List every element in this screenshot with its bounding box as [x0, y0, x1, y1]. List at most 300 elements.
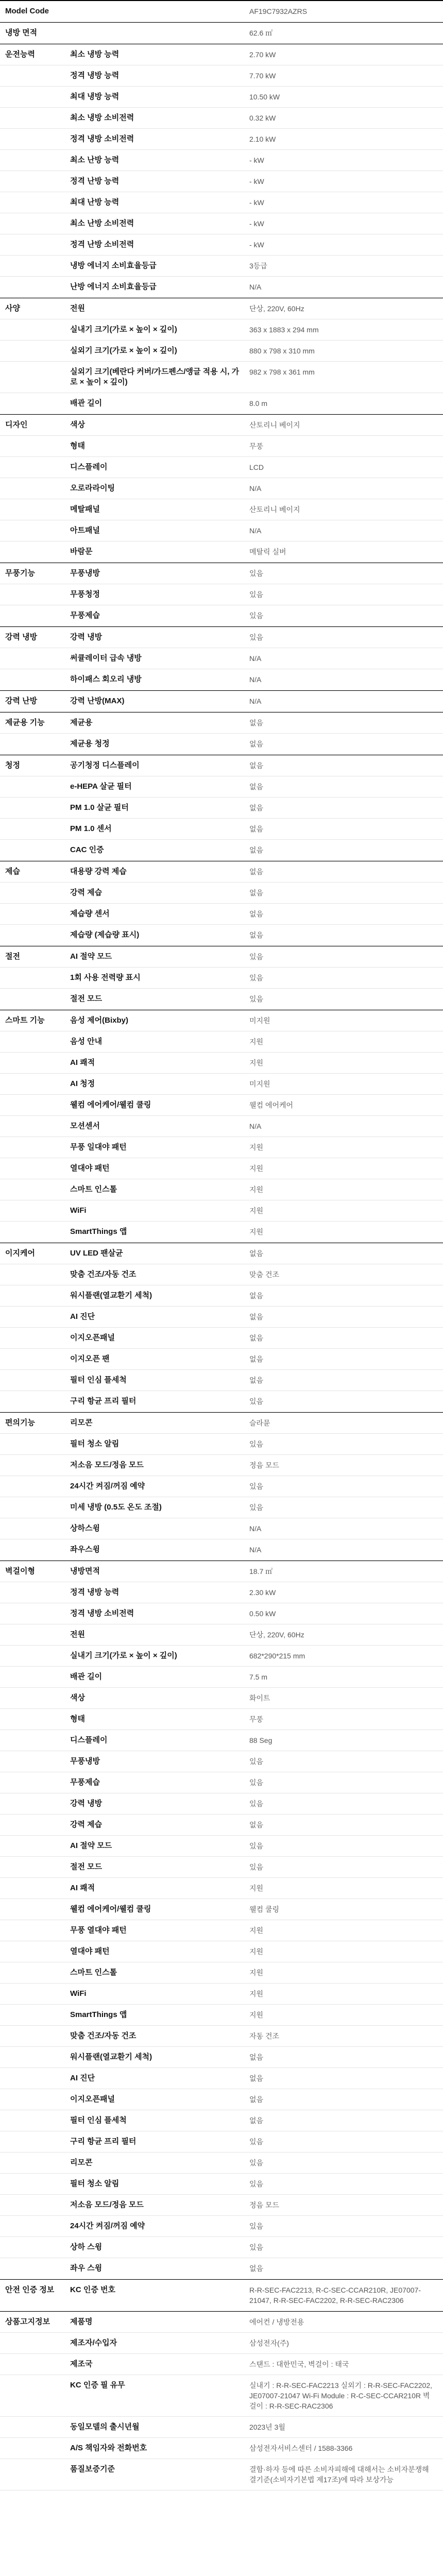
spec-row	[0, 1582, 443, 1603]
spec-value: 있음	[249, 2180, 264, 2188]
spec-row	[0, 234, 443, 256]
spec-row	[0, 2375, 443, 2417]
spec-label: 절전 모드	[70, 1862, 103, 1871]
spec-row	[0, 2237, 443, 2258]
spec-row	[0, 1285, 443, 1307]
spec-value: 스탠드 : 대한민국, 벽걸이 : 태국	[249, 2360, 349, 2368]
spec-label: 필터 인심 플세척	[70, 2116, 127, 2125]
spec-row	[0, 883, 443, 904]
spec-value: 0.32 kW	[249, 114, 276, 122]
spec-category: 무풍기능	[5, 569, 35, 578]
spec-category	[0, 2195, 70, 2205]
spec-row	[0, 2005, 443, 2026]
spec-row	[0, 1116, 443, 1137]
spec-value: 있음	[249, 1397, 264, 1405]
spec-row	[0, 1158, 443, 1179]
spec-category	[0, 65, 70, 76]
spec-value: 지원	[249, 1228, 264, 1236]
spec-value: 메탈릭 실버	[249, 548, 286, 556]
spec-category	[0, 2354, 70, 2364]
spec-category	[0, 277, 70, 287]
spec-category	[0, 1053, 70, 1063]
spec-value: 정음 모드	[249, 1461, 279, 1469]
spec-label: 정격 냉방 소비전력	[70, 134, 134, 143]
spec-category	[0, 2153, 70, 2163]
spec-value: 지원	[249, 2011, 264, 2019]
spec-label: 좌우스윙	[70, 1545, 100, 1554]
spec-value: 있음	[249, 569, 264, 578]
spec-value: 자동 건조	[249, 2032, 279, 2040]
spec-category	[0, 1624, 70, 1635]
spec-category: 강력 난방	[5, 697, 38, 705]
spec-category	[0, 1941, 70, 1952]
spec-label: 이지오픈패널	[70, 2095, 115, 2104]
spec-row	[0, 2068, 443, 2089]
spec-section	[0, 626, 443, 690]
spec-section	[0, 690, 443, 712]
spec-label: 강력 제습	[70, 888, 103, 897]
spec-value: 화이트	[249, 1694, 270, 1702]
spec-row	[0, 1646, 443, 1667]
spec-category	[0, 1222, 70, 1232]
spec-value: 있음	[249, 1757, 264, 1766]
spec-row	[0, 277, 443, 298]
spec-row	[0, 319, 443, 341]
spec-section	[0, 563, 443, 626]
spec-value: 지원	[249, 1143, 264, 1151]
spec-label: 제균용 청정	[70, 739, 110, 748]
spec-label: 워시플랜(열교환기 세척)	[70, 1291, 152, 1300]
spec-value: 삼성전자서비스센터 / 1588-3366	[249, 2444, 353, 2452]
spec-section	[0, 414, 443, 563]
spec-category	[0, 457, 70, 467]
spec-label: 실내기 크기(가로 × 높이 × 깊이)	[70, 1651, 177, 1660]
spec-row	[0, 129, 443, 150]
spec-label: 하이패스 회오리 냉방	[70, 675, 142, 684]
spec-label: 필터 인심 플세척	[70, 1376, 127, 1384]
spec-row	[0, 1264, 443, 1285]
spec-label: 무풍 열대야 패턴	[70, 1926, 127, 1935]
spec-label	[70, 1, 249, 11]
spec-category	[0, 2005, 70, 2015]
spec-row	[0, 1962, 443, 1984]
spec-label: UV LED 팬살균	[70, 1249, 123, 1258]
spec-category	[0, 234, 70, 245]
spec-category	[0, 1688, 70, 1698]
spec-row	[0, 0, 443, 22]
spec-category	[0, 1878, 70, 1888]
spec-category	[0, 1307, 70, 1317]
spec-category	[0, 1603, 70, 1614]
spec-label: 제균용	[70, 718, 93, 727]
spec-row	[0, 23, 443, 44]
spec-category: Model Code	[5, 7, 49, 15]
spec-category: 제습	[5, 867, 20, 876]
spec-category	[0, 150, 70, 160]
spec-label: 메탈패널	[70, 505, 100, 514]
spec-category: 벽걸이형	[5, 1567, 35, 1575]
spec-label: AI 청정	[70, 1079, 95, 1088]
spec-category: 이지케어	[5, 1249, 35, 1258]
spec-label: AI 쾌적	[70, 1884, 95, 1892]
spec-category	[0, 1328, 70, 1338]
spec-category	[0, 213, 70, 224]
spec-value: 없음	[249, 2116, 264, 2125]
spec-row	[0, 1010, 443, 1031]
spec-value: 산토리니 베이지	[249, 505, 300, 514]
spec-label: 강력 냉방	[70, 633, 103, 641]
spec-category	[0, 1857, 70, 1867]
spec-value: 있음	[249, 1482, 264, 1490]
spec-category	[0, 2237, 70, 2247]
spec-row	[0, 1222, 443, 1243]
spec-label: 리모콘	[70, 2158, 93, 2167]
spec-row	[0, 2258, 443, 2279]
spec-row	[0, 171, 443, 192]
spec-category	[0, 1518, 70, 1529]
spec-label: 웰컴 에어케어/웰컴 쿨링	[70, 1905, 151, 1913]
spec-category	[0, 362, 70, 372]
spec-label: 무풍냉방	[70, 569, 100, 578]
spec-category: 스마트 기능	[5, 1016, 45, 1025]
spec-value: 있음	[249, 1440, 264, 1448]
spec-row	[0, 989, 443, 1010]
spec-row	[0, 213, 443, 234]
spec-label: 정격 난방 소비전력	[70, 240, 134, 249]
spec-row	[0, 1688, 443, 1709]
spec-value: 없음	[249, 1313, 264, 1321]
spec-label: 24시간 켜짐/꺼짐 예약	[70, 2222, 145, 2230]
spec-value: 없음	[249, 761, 264, 770]
spec-label: 최대 냉방 능력	[70, 92, 120, 101]
spec-label: 전원	[70, 1630, 85, 1639]
spec-label: KC 인증 필 유무	[70, 2381, 125, 2389]
spec-category	[0, 436, 70, 446]
spec-row	[0, 108, 443, 129]
spec-row	[0, 393, 443, 414]
spec-row	[0, 1941, 443, 1962]
spec-category	[0, 2131, 70, 2142]
spec-row	[0, 1920, 443, 1941]
spec-row	[0, 648, 443, 669]
spec-value: 웰컴 에어케어	[249, 1101, 294, 1109]
spec-value: 3등급	[249, 262, 267, 270]
spec-value: N/A	[249, 283, 262, 291]
spec-category	[0, 734, 70, 744]
spec-label: WiFi	[70, 1989, 87, 1998]
spec-section	[0, 22, 443, 44]
spec-category	[0, 1962, 70, 1973]
spec-category	[0, 2417, 70, 2427]
spec-label: 전원	[70, 304, 85, 313]
spec-label: 냉방 에너지 소비효율등급	[70, 261, 157, 270]
spec-category	[0, 1285, 70, 1296]
spec-label: 열대야 패턴	[70, 1164, 110, 1173]
spec-label: 1회 사용 전력량 표시	[70, 973, 141, 982]
spec-label: 형태	[70, 442, 85, 450]
spec-value: N/A	[249, 1524, 262, 1533]
spec-row	[0, 1476, 443, 1497]
spec-value: 지원	[249, 1947, 264, 1956]
spec-label: 디스플레이	[70, 463, 108, 471]
spec-label: 음성 제어(Bixby)	[70, 1016, 128, 1025]
spec-row	[0, 1518, 443, 1539]
spec-row	[0, 298, 443, 319]
spec-row	[0, 2280, 443, 2311]
spec-value: 있음	[249, 2138, 264, 2146]
spec-category	[0, 499, 70, 510]
spec-row	[0, 2312, 443, 2333]
spec-category	[0, 171, 70, 181]
spec-category	[0, 669, 70, 680]
spec-category	[0, 2459, 70, 2469]
spec-category: 편의기능	[5, 1418, 35, 1427]
spec-row	[0, 925, 443, 946]
spec-value: 지원	[249, 1884, 264, 1892]
spec-value: N/A	[249, 654, 262, 663]
spec-row	[0, 1984, 443, 2005]
spec-row	[0, 2333, 443, 2354]
spec-value: 있음	[249, 590, 264, 599]
spec-row	[0, 2354, 443, 2375]
spec-value: 없음	[249, 2095, 264, 2104]
spec-category: 사양	[5, 304, 20, 313]
spec-category	[0, 393, 70, 403]
spec-label: AI 진단	[70, 2074, 95, 2082]
spec-row	[0, 192, 443, 213]
spec-category	[0, 1391, 70, 1401]
spec-label: AI 절약 모드	[70, 952, 112, 961]
spec-value: 지원	[249, 1969, 264, 1977]
spec-row	[0, 457, 443, 478]
spec-row	[0, 2047, 443, 2068]
spec-label: 제조자/수입자	[70, 2338, 117, 2347]
spec-section	[0, 946, 443, 1010]
spec-row	[0, 256, 443, 277]
spec-category	[0, 1137, 70, 1147]
spec-value: 10.50 kW	[249, 93, 280, 101]
spec-category	[0, 2174, 70, 2184]
spec-category	[0, 925, 70, 935]
spec-category	[0, 1539, 70, 1550]
spec-row	[0, 520, 443, 541]
spec-value: 982 x 798 x 361 mm	[249, 368, 315, 376]
spec-section	[0, 44, 443, 298]
spec-category	[0, 87, 70, 97]
spec-category	[0, 478, 70, 488]
spec-label: 배관 길이	[70, 1672, 103, 1681]
spec-label: 냉방면적	[70, 1567, 100, 1575]
spec-value: 지원	[249, 1926, 264, 1935]
spec-row	[0, 499, 443, 520]
spec-category	[0, 1709, 70, 1719]
spec-row	[0, 1624, 443, 1646]
spec-value: 있음	[249, 2222, 264, 2230]
spec-value: 없음	[249, 1376, 264, 1384]
spec-row	[0, 87, 443, 108]
spec-value: 62.6 ㎡	[249, 29, 273, 37]
spec-category	[0, 1200, 70, 1211]
spec-category: 운전능력	[5, 50, 35, 59]
spec-category	[0, 1158, 70, 1168]
spec-section	[0, 2279, 443, 2311]
spec-row	[0, 150, 443, 171]
spec-label: 정격 냉방 소비전력	[70, 1609, 134, 1618]
spec-value: 880 x 798 x 310 mm	[249, 347, 315, 355]
spec-label: 최소 난방 소비전력	[70, 219, 134, 228]
spec-label: 실외기 크기(가로 × 높이 × 깊이)	[70, 346, 177, 355]
spec-row	[0, 1857, 443, 1878]
spec-row	[0, 1179, 443, 1200]
spec-value: 지원	[249, 1185, 264, 1194]
spec-category	[0, 341, 70, 351]
spec-category	[0, 904, 70, 914]
spec-value: N/A	[249, 527, 262, 535]
spec-label: PM 1.0 센서	[70, 824, 112, 833]
spec-value: 없음	[249, 2264, 264, 2273]
spec-value: 산토리니 베이지	[249, 421, 300, 429]
spec-value: 에어컨 / 냉방전용	[249, 2318, 304, 2326]
spec-value: 있음	[249, 633, 264, 641]
spec-category	[0, 1179, 70, 1190]
spec-label: WiFi	[70, 1206, 87, 1215]
spec-label: CAC 인증	[70, 845, 104, 854]
spec-label: 오로라라이팅	[70, 484, 115, 493]
spec-value: 없음	[249, 1355, 264, 1363]
spec-label: e-HEPA 살균 필터	[70, 782, 132, 791]
spec-section	[0, 755, 443, 861]
spec-label: 열대야 패턴	[70, 1947, 110, 1956]
spec-row	[0, 1772, 443, 1793]
spec-row	[0, 713, 443, 734]
spec-label: 난방 에너지 소비효율등급	[70, 282, 157, 291]
spec-value: - kW	[249, 219, 264, 228]
spec-section	[0, 0, 443, 22]
spec-label: 스마트 인스톨	[70, 1185, 117, 1194]
spec-label: 실외기 크기(베란다 커버/가드펜스/앵글 적용 시, 가로 × 높이 × 깊이)	[70, 367, 240, 386]
spec-category	[0, 798, 70, 808]
spec-value: R-R-SEC-FAC2213, R-C-SEC-CCAR210R, JE07007-21047, R-R-SEC-FAC2202, R-R-SEC-RAC2306	[249, 2286, 421, 2304]
spec-value: 실내기 : R-R-SEC-FAC2213 실외기 : R-R-SEC-FAC2202, JE07007-21047 Wi-Fi Module : R-C-SEC-CCAR210R 벽걸이 : R-R-SEC-RAC2306	[249, 2381, 432, 2410]
spec-label: 상하스윙	[70, 1524, 100, 1533]
spec-category	[0, 605, 70, 616]
spec-label: 무풍제습	[70, 611, 100, 620]
spec-category	[0, 1920, 70, 1930]
spec-label: AI 절약 모드	[70, 1841, 112, 1850]
spec-value: 삼성전자(주)	[249, 2339, 289, 2347]
spec-label: 실내기 크기(가로 × 높이 × 깊이)	[70, 325, 177, 334]
spec-value: AF19C7932AZRS	[249, 7, 308, 15]
spec-category: 상품고지정보	[5, 2317, 50, 2326]
spec-label: 모션센서	[70, 1122, 100, 1130]
spec-row	[0, 1434, 443, 1455]
spec-label: 써큘레이터 급속 냉방	[70, 654, 142, 663]
spec-value: 8.0 m	[249, 399, 268, 408]
spec-category	[0, 1455, 70, 1465]
spec-value: 있음	[249, 2243, 264, 2251]
spec-label: 형태	[70, 1715, 85, 1723]
spec-category	[0, 1815, 70, 1825]
spec-row	[0, 840, 443, 861]
spec-label: 무풍냉방	[70, 1757, 100, 1766]
spec-row	[0, 1053, 443, 1074]
spec-value: 지원	[249, 1207, 264, 1215]
spec-label: 강력 난방(MAX)	[70, 697, 125, 705]
spec-value: 있음	[249, 1842, 264, 1850]
spec-row	[0, 1328, 443, 1349]
spec-row	[0, 968, 443, 989]
spec-value: 있음	[249, 953, 264, 961]
spec-value: 363 x 1883 x 294 mm	[249, 326, 319, 334]
spec-value: 결함·하자 등에 따른 소비자피해에 대해서는 소비자분쟁해결기준(소비자기본법 제17조)에 따라 보상가능	[249, 2465, 429, 2484]
spec-category	[0, 256, 70, 266]
spec-label: 색상	[70, 1693, 85, 1702]
spec-row	[0, 1793, 443, 1815]
spec-label: 강력 제습	[70, 1820, 103, 1829]
spec-label: 음성 안내	[70, 1037, 103, 1046]
spec-label: 워시플랜(열교환기 세척)	[70, 2053, 152, 2061]
spec-label: PM 1.0 살균 필터	[70, 803, 129, 812]
spec-category	[0, 129, 70, 139]
spec-value: 682*290*215 mm	[249, 1652, 305, 1660]
spec-row	[0, 1031, 443, 1053]
spec-label: 제습량 (제습량 표시)	[70, 930, 140, 939]
spec-value: 없음	[249, 719, 264, 727]
spec-row	[0, 1878, 443, 1899]
spec-value: N/A	[249, 1546, 262, 1554]
spec-label: AI 진단	[70, 1312, 95, 1321]
spec-row	[0, 627, 443, 648]
spec-row	[0, 2026, 443, 2047]
spec-label: 색상	[70, 420, 85, 429]
spec-value: N/A	[249, 697, 262, 705]
spec-value: 2.10 kW	[249, 135, 276, 143]
spec-row	[0, 1667, 443, 1688]
spec-value: 없음	[249, 1821, 264, 1829]
spec-category	[0, 192, 70, 202]
spec-row	[0, 2195, 443, 2216]
spec-category	[0, 2375, 70, 2385]
spec-row	[0, 1074, 443, 1095]
spec-row	[0, 1413, 443, 1434]
spec-category	[0, 840, 70, 850]
spec-value: 단상, 220V, 60Hz	[249, 1631, 304, 1639]
spec-value: 있음	[249, 612, 264, 620]
spec-label: 강력 냉방	[70, 1799, 103, 1808]
spec-value: - kW	[249, 241, 264, 249]
spec-label: 무풍청정	[70, 590, 100, 599]
spec-row	[0, 2438, 443, 2459]
spec-category	[0, 1497, 70, 1507]
spec-value: 없음	[249, 740, 264, 748]
spec-label: 맞춤 건조/자동 건조	[70, 1270, 137, 1279]
spec-label: 최소 난방 능력	[70, 156, 120, 164]
spec-category	[0, 108, 70, 118]
spec-category	[0, 2026, 70, 2036]
spec-value: 88 Seg	[249, 1736, 272, 1744]
spec-label: 저소음 모드/정음 모드	[70, 2200, 144, 2209]
spec-value: 있음	[249, 1800, 264, 1808]
spec-row	[0, 2110, 443, 2131]
spec-label: 상하 스윙	[70, 2243, 103, 2251]
spec-label: 최대 난방 능력	[70, 198, 120, 207]
spec-label: 제조국	[70, 2360, 93, 2368]
spec-value: N/A	[249, 484, 262, 493]
spec-value: 슬라뮨	[249, 1419, 270, 1427]
spec-value: N/A	[249, 675, 262, 684]
spec-value: 무풍	[249, 1715, 264, 1723]
spec-row	[0, 2089, 443, 2110]
